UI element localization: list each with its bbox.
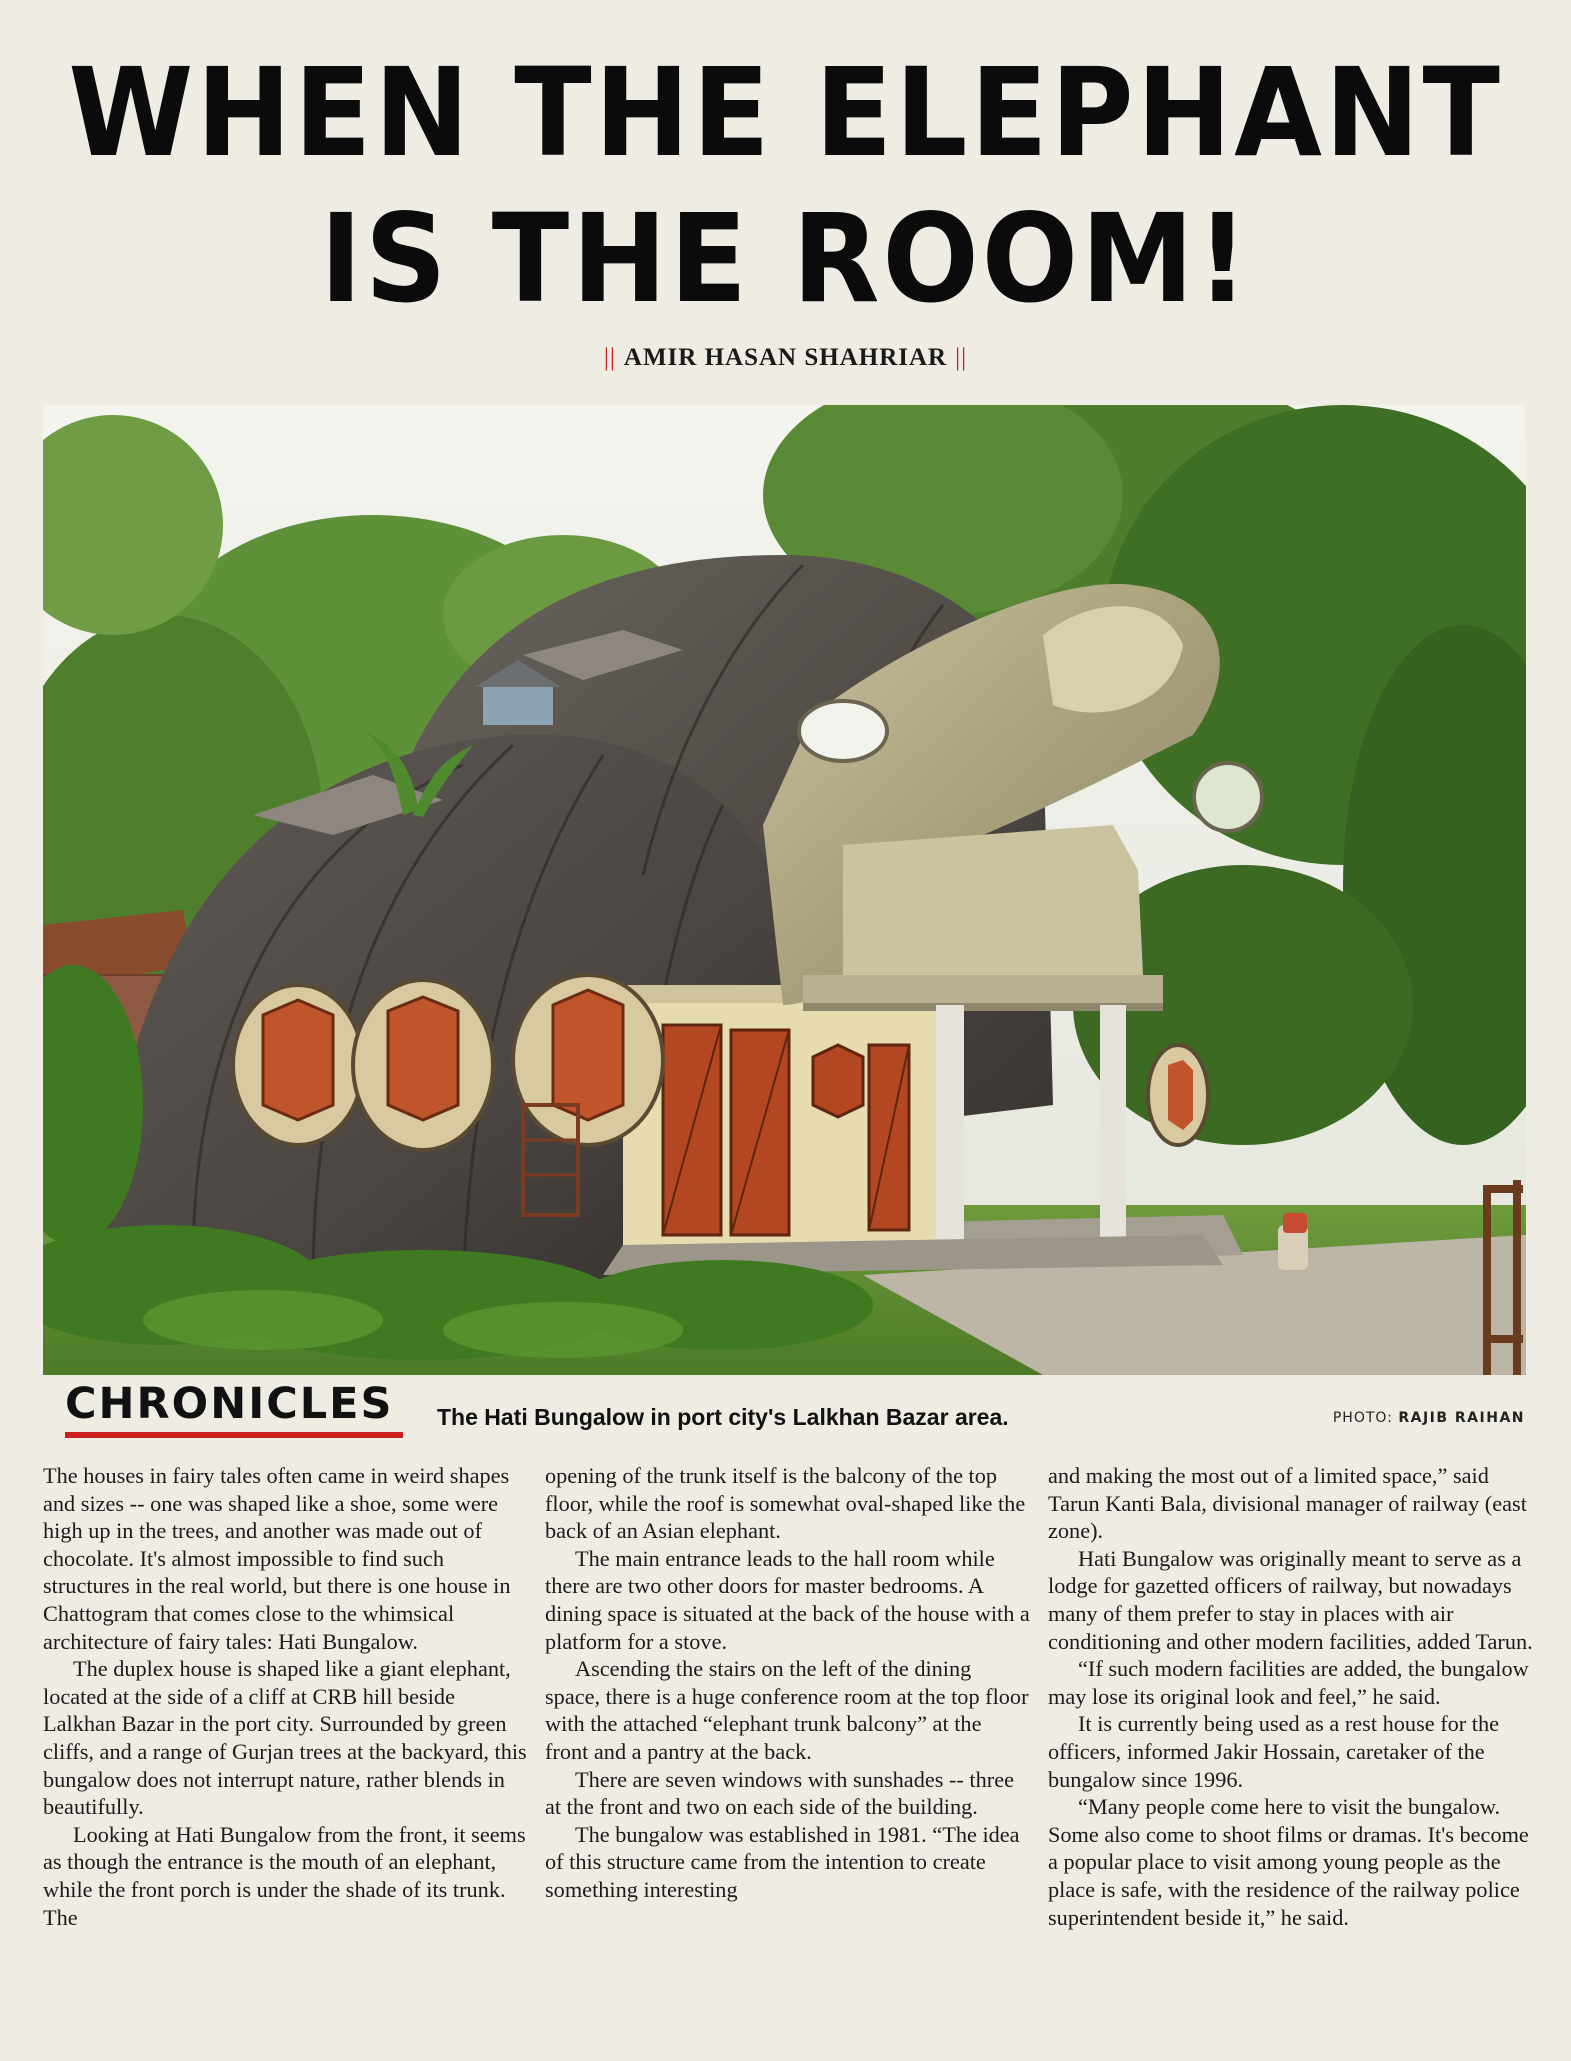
byline-author: AMIR HASAN SHAHRIAR xyxy=(623,344,948,371)
paragraph: Ascending the stairs on the left of the dining space, there is a huge conference room at the top floor with the attached “elephant trunk balcony” at the front and a pantry at the back. xyxy=(545,1656,1029,1764)
section-label-text: CHRONICLES xyxy=(65,1379,394,1429)
article-column-3 xyxy=(1048,1462,1533,1931)
article-column-2 xyxy=(545,1462,1030,1904)
paragraph: opening of the trunk itself is the balcony of the top floor, while the roof is somewhat oval-shaped like the back of an Asian elephant. xyxy=(545,1463,1026,1544)
paragraph: It is currently being used as a rest house for the officers, informed Jakir Hossain, caretaker of the bungalow since 1996. xyxy=(1048,1711,1500,1792)
paragraph: The houses in fairy tales often came in weird shapes and sizes -- one was shaped like a shoe, some were high up in the trees, and another was made out of chocolate. It's almost impossible to find such structures in the real world, but there is one house in Chattogram that comes close to the whimsical architecture of fairy tales: Hati Bungalow. xyxy=(43,1463,511,1654)
photo-credit xyxy=(1333,1410,1525,1426)
hati-bungalow-photo xyxy=(43,405,1526,1375)
door-set xyxy=(663,1025,909,1235)
paragraph: The duplex house is shaped like a giant elephant, located at the side of a cliff at CRB hill beside Lalkhan Bazar in the port city. Surrounded by green cliffs, and a range of Gurjan trees at the backyard, this bungalow does not interrupt nature, rather blends in beautifully. xyxy=(43,1656,527,1820)
paragraph: There are seven windows with sunshades -- three at the front and two on each side of the building. xyxy=(545,1766,1014,1820)
photo-credit-name: RAJIB RAIHAN xyxy=(1398,1410,1525,1426)
headline-line-1: WHEN THE ELEPHANT xyxy=(68,42,1503,184)
paragraph: “Many people come here to visit the bungalow. Some also come to shoot films or dramas. It's become a popular place to visit among young people as the place is safe, with the residence of the railway police superintendent beside it,” he said. xyxy=(1048,1794,1529,1930)
paragraph: The bungalow was established in 1981. “The idea of this structure came from the intention to create something interesting xyxy=(545,1821,1020,1902)
article-column-1 xyxy=(43,1462,528,1931)
byline-separator-left: || xyxy=(603,344,616,371)
headline-line-2: IS THE ROOM! xyxy=(319,188,1252,330)
section-label-rule xyxy=(65,1432,403,1438)
paragraph: Hati Bungalow was originally meant to serve as a lodge for gazetted officers of railway, but nowadays many of them prefer to stay in places with air conditioning and other modern facilities, added Tarun. xyxy=(1048,1545,1533,1654)
paragraph: “If such modern facilities are added, the bungalow may lose its original look and feel,” he said. xyxy=(1048,1656,1529,1709)
byline xyxy=(0,344,1571,372)
photo-credit-prefix: PHOTO: xyxy=(1332,1410,1393,1426)
byline-separator-right: || xyxy=(955,344,968,371)
photo-caption: The Hati Bungalow in port city's Lalkhan Bazar area. xyxy=(437,1404,1009,1430)
paragraph: The main entrance leads to the hall room while there are two other doors for master bedrooms. A dining space is situated at the back of the house with a platform for a stove. xyxy=(545,1545,1030,1654)
paragraph: Looking at Hati Bungalow from the front, it seems as though the entrance is the mouth of an elephant, while the front porch is under the shade of its trunk. The xyxy=(43,1821,526,1930)
paragraph: and making the most out of a limited space,” said Tarun Kanti Bala, divisional manager of railway (east zone). xyxy=(1048,1463,1527,1544)
headline xyxy=(55,40,1516,332)
section-label xyxy=(65,1378,403,1438)
